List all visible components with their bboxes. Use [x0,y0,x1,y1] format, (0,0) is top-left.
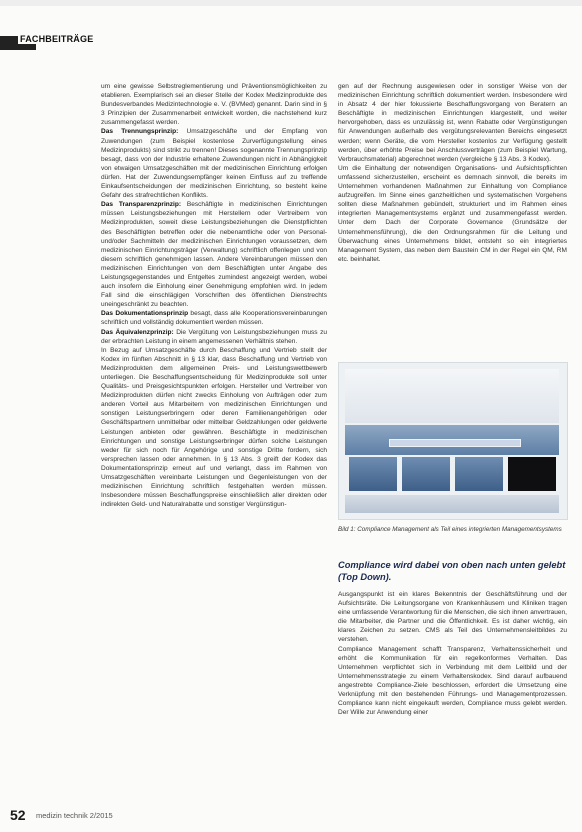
pillar-box [402,457,450,491]
management-system-bar [389,439,521,447]
paragraph: In Bezug auf Umsatzgeschäfte durch Beschaffung und Vertrieb stellt der Kodex im fünften Abschnitt in § 13 klar, dass Beschaffung und Vertrieb von Medizinprodukten dem allgemeinen Preis- und Leistungswettbewerb unterliegen. Die Beschaffungsentscheidung für Medizinprodukte soll unter Qualitäts- und Preisgesichtspunkten erfolgen. Hersteller und Vertreiber von Medizinprodukten dürfen nicht zwecks Einholung von Aufträgen oder zum anderen Vorteil aus Mitarbeitern von medizinischen Einrichtungen und sonstigen Leistungserbringern oder deren Familienangehörigen oder Geschäftspartnern unmittelbar oder mittelbar Geldzahlungen oder geldwerte Leistungen anbieten oder gewähren. Beschäftigte in medizinischen Einrichtungen und sonstige Leistungserbringer dürfen solche Leistungen weder für sich noch für Angehörige und sonstige Dritte fordern, sich versprechen lassen oder annehmen. In § 13 Abs. 3 greift der Kodex das Dokumentationsprinzip erneut auf und verlangt, dass im Rahmen von Umsatzgeschäften vereinbarte Leistungen und Gegenleistungen von der medizinischen Einrichtung schriftlich festgehalten werden müssen. Insbesondere müssen Beschaffungspreise einschließlich aller direkten oder indirekten Geld- und Naturalrabatte und sonstiger Vergünstigun- [101,346,327,509]
figure-caption: Bild 1: Compliance Management als Teil eines integrierten Managementsystems [338,526,562,533]
paragraph: Compliance Management schafft Transparenz, Verhaltenssicherheit und erhöht die Kommunikation für ein regelkonformes Verhalten. Das Unternehmen verpflichtet sich in Verbindung mit dem Leitbild und der Unternehmensstrategie zu einem Verhaltenskodex. Sind darauf aufbauend angestrebte Compliance-Ziele beschlossen, erfordert die Umsetzung eine Verknüpfung mit den bestehenden Führungs- und Managementprozessen. Compliance kann nicht eingekauft werden, Compliance muss gelebt werden. Der Wille zur Anwendung einer [338,645,567,717]
paragraph: Das Trennungsprinzip: Umsatzgeschäfte und der Empfang von Zuwendungen (zum Beispiel kostenlose Zurverfügungstellung eines Medizinprodukts) sind strikt zu trennen! Dieses sogenannte Trennungsprinzip besagt, dass von der Industrie erhaltene Zuwendungen nicht in Abhängigkeit von etwaigen Umsatzgeschäften mit der medizinischen Einrichtung erfolgen dürfen. Hat der Zuwendungsempfänger keinen Einfluss auf zu treffende Einkaufsentscheidungen der medizinischen Einrichtung, so besteht keine Gefahr des strafrechtlichen Konflikts. [101,128,327,200]
left-column [101,82,327,509]
right-column [338,82,567,264]
foundation-band [345,495,559,513]
pillar-box [349,457,397,491]
pillar-box [455,457,503,491]
section-label: FACHBEITRÄGE [20,34,94,44]
paragraph: um eine gewisse Selbstreglementierung und Präventionsmöglichkeiten zu etablieren. Exemplarisch sei an dieser Stelle der Kodex Medizinprodukte des Bundesverbandes Medizintechnologie e. V. (BVMed) genannt. Darin sind in § 3 Prinzipien der Zusammenarbeit entwickelt worden, die nachstehend kurz zusammengefasst werden. [101,83,327,127]
paragraph: Das Äquivalenzprinzip: Die Vergütung von Leistungsbeziehungen muss zu der erbrachten Leistung in einem angemessenen Verhältnis stehen. [101,328,327,345]
paragraph: gen auf der Rechnung ausgewiesen oder in sonstiger Weise von der medizinischen Einrichtung schriftlich dokumentiert werden. Insbesondere wird in Absatz 4 der hier fokussierte Beschaffungsvorgang von Beratern an Beschäftigte in medizinischen Einrichtungen klargestellt, und weiter hervorgehoben, dass es unzulässig ist, wenn Rabatte oder Vergünstigungen für Anwendungen außerhalb des vergütungsrelevanten Bereichs eingesetzt werden; wenn Geräte, die vom Hersteller kostenlos zur Verfügung gestellt werden, über erhöhte Preise bei Anschlussverträgen (zum Beispiel Wartung, Verbrauchsmaterial) abgerechnet werden (vergleiche § 13 Abs. 3 Kodex). [338,83,567,163]
paragraph: Um die Einhaltung der notwendigen Organisations- und Aufsichtspflichten umfassend sicherzustellen, erscheint es demnach sinnvoll, die bereits im Unternehmen vorhandenen Maßnahmen zur Einhaltung von Compliance aufzugreifen. Im Sinne eines ganzheitlichen und systematischen Vorgehens sollten diese Maßnahmen gebündelt, strukturiert und im Rahmen eines integrierten Managementsystems ergänzt und zusammengefasst werden. Unter dem Dach der Corporate Governance (Grundsätze der Unternehmensführung), die den Ordnungsrahmen für die Leitung und Überwachung eines Unternehmens bildet, entsteht so ein integriertes Management System, das neben dem Baustein CM in der Regel ein QM, RM etc. beinhaltet. [338,164,567,263]
section-heading: Compliance wird dabei von oben nach unten gelebt (Top Down). [338,560,566,582]
magazine-issue: medizin technik 2/2015 [36,811,113,820]
section2-body [338,590,567,717]
paragraph: Ausgangspunkt ist ein klares Bekenntnis der Geschäftsführung und der Aufsichtsräte. Die Leitungsorgane von Krankenhäusern und Kliniken tragen eine umfassende Verantwortung für die Menschen, die sich ihnen anvertrauen, die Mitarbeiter, die Partner und die Öffentlichkeit. Es ist daher wichtig, ein klares Zeichen zu setzen. CMS als Teil des Unternehmensleitbildes zu verstehen. [338,591,567,644]
page-number: 52 [10,807,26,823]
paragraph: Das Dokumentationsprinzip besagt, dass alle Kooperationsvereinbarungen schriftlich und vollständig dokumentiert werden müssen. [101,310,327,327]
page-top-strip [0,0,582,6]
figure-diagram [338,362,568,520]
paragraph: Das Transparenzprinzip: Beschäftigte in medizinischen Einrichtungen müssen Leistungsbeziehungen mit Herstellern oder Vertreibern von Medizinprodukten, soweit diese Leistungsbeziehungen die Dienstpflichten des Beschäftigten betreffen oder die nebenamtliche oder von Personal- und/oder Sachmitteln der medizinischen Einrichtungen voraussetzen, dem medizinischen Einrichtungsträger (Verwaltung) schriftlich offenlegen und von diesem schriftlich genehmigen lassen. Andere Vereinbarungen müssen den medizinischen Einrichtungen von dem Beschäftigten unter Angabe des Leistungsgegenstandes und Entgeltes zumindest angezeigt werden, wobei auch insofern die Einholung einer Genehmigung empfohlen wird. In jedem Fall sind die einschlägigen Vorschriften des öffentlichen Dienstrechts uneingeschränkt zu beachten. [101,201,327,309]
governance-roof [345,369,559,423]
pillar-box-highlighted [508,457,556,491]
